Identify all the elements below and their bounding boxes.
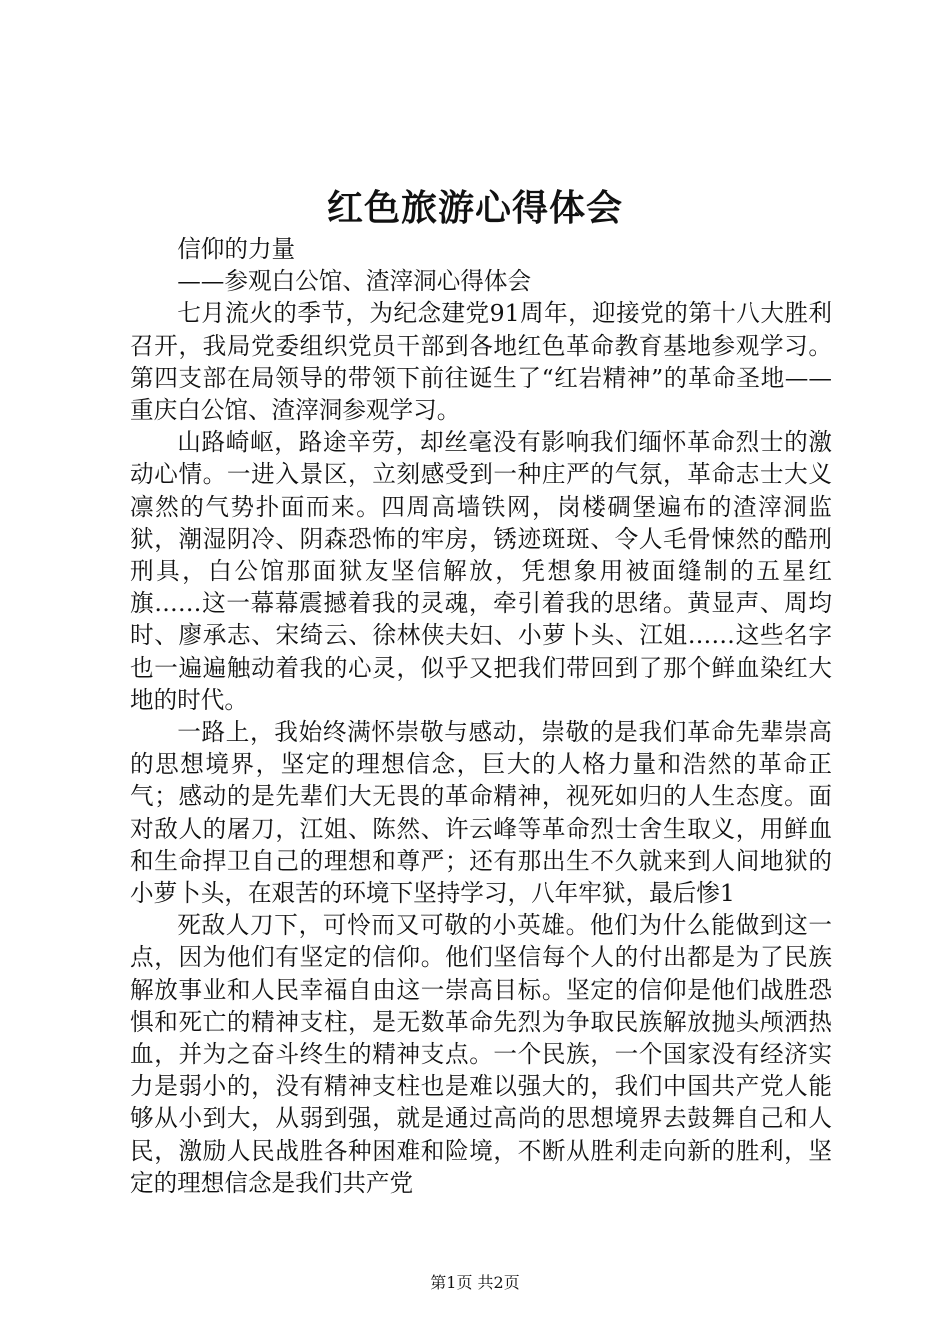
paragraph: 山路崎岖，路途辛劳，却丝毫没有影响我们缅怀革命烈士的激动心情。一进入景区，立刻感受到一种庄严的气氛，革命志士大义凛然的气势扑面而来。四周高墙铁网，岗楼碉堡遍布的渣滓洞监狱，潮湿阴冷、阴森恐怖的牢房，锈迹斑斑、令人毛骨悚然的酷刑刑具，白公馆那面狱友坚信解放，凭想象用被面缝制的五星红旗……这一幕幕震撼着我的灵魂，牵引着我的思绪。黄显声、周均时、廖承志、宋绮云、徐林侠夫妇、小萝卜头、江姐……这些名字也一遍遍触动着我的心灵，似乎又把我们带回到了那个鲜血染红大地的时代。 <box>130 428 832 714</box>
page-footer: 第1页 共2页 <box>430 1273 520 1292</box>
paragraph: 死敌人刀下，可怜而又可敬的小英雄。他们为什么能做到这一点，因为他们有坚定的信仰。他们坚信每个人的付出都是为了民族解放事业和人民幸福自由这一崇高目标。坚定的信仰是他们战胜恐惧和死亡的精神支柱，是无数革命先烈为争取民族解放抛头颅洒热血，并为之奋斗终生的精神支点。一个民族，一个国家没有经济实力是弱小的，没有精神支柱也是难以强大的，我们中国共产党人能够从小到大，从弱到强，就是通过高尚的思想境界去鼓舞自己和人民，激励人民战胜各种困难和险境，不断从胜利走向新的胜利，坚定的理想信念是我们共产党 <box>130 911 832 1197</box>
subtitle-subline: ——参观白公馆、渣滓洞心得体会 <box>177 267 532 296</box>
paragraph: 一路上，我始终满怀崇敬与感动，崇敬的是我们革命先辈崇高的思想境界，坚定的理想信念，巨大的人格力量和浩然的革命正气；感动的是先辈们大无畏的革命精神，视死如归的人生态度。面对敌人的屠刀，江姐、陈然、许云峰等革命烈士舍生取义，用鲜血和生命捍卫自己的理想和尊严；还有那出生不久就来到人间地狱的小萝卜头，在艰苦的环境下坚持学习，八年牢狱，最后惨1 <box>130 718 832 908</box>
document-body <box>130 233 832 1199</box>
paragraph: 七月流火的季节，为纪念建党91周年，迎接党的第十八大胜利召开，我局党委组织党员干部到各地红色革命教育基地参观学习。第四支部在局领导的带领下前往诞生了“红岩精神”的革命圣地——重庆白公馆、渣滓洞参观学习。 <box>130 299 832 425</box>
subtitle-line: 信仰的力量 <box>177 235 296 263</box>
document-title: 红色旅游心得体会 <box>326 187 623 229</box>
